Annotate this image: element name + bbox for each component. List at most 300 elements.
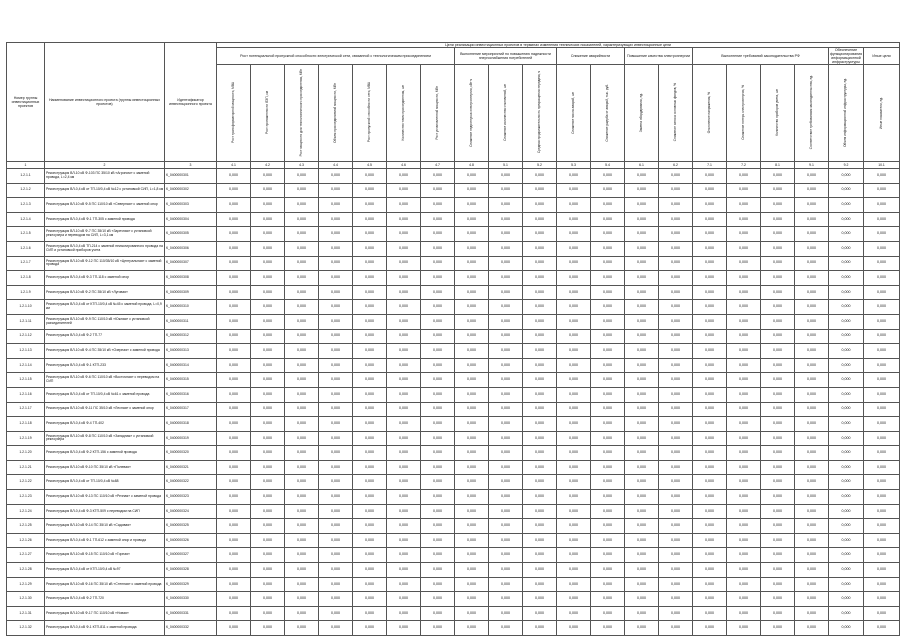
row-value-cell: 0,000	[251, 460, 285, 475]
row-value-cell: 0,000	[591, 227, 625, 242]
row-value-cell: 0,000	[761, 519, 795, 534]
row-value-cell: 0,000	[251, 519, 285, 534]
row-project-name: Реконструкция ВЛ-10 кВ Ф-4 ПС 35/10 кВ «Озерная» с заменой провода	[45, 344, 165, 359]
row-value-cell: 0,000	[864, 285, 900, 300]
row-value-cell: 0,000	[795, 417, 829, 432]
row-value-cell: 0,000	[625, 417, 659, 432]
row-value-cell: 0,000	[285, 431, 319, 446]
row-value-cell: 0,000	[557, 446, 591, 461]
row-value-cell: 0,000	[761, 271, 795, 286]
table-row	[7, 606, 900, 621]
row-value-cell: 0,000	[693, 504, 727, 519]
row-value-cell: 0,000	[455, 417, 489, 432]
header-group-accidents: Снижение аварийности	[557, 48, 625, 65]
row-value-cell: 0,000	[659, 548, 693, 563]
row-value-cell: 0,000	[353, 271, 387, 286]
row-value-cell: 0,000	[557, 402, 591, 417]
row-group-number: 1.2.1.12	[7, 329, 45, 344]
row-project-name: Реконструкция ВЛ-0,4 кВ от КТП-10/0,4 кВ №97	[45, 563, 165, 578]
row-value-cell: 0,000	[217, 519, 251, 534]
header-indicator	[489, 65, 523, 162]
row-value-cell: 0,000	[523, 490, 557, 505]
header-indicator	[625, 65, 659, 162]
row-value-cell: 0,000	[217, 344, 251, 359]
header-indicator-label: Снижение потерь электроэнергии, %	[740, 85, 745, 140]
row-value-cell: 0,000	[285, 606, 319, 621]
row-project-id: К_0400000303	[165, 198, 217, 213]
report-table-sheet	[6, 42, 899, 636]
row-group-number: 1.2.1.27	[7, 548, 45, 563]
row-project-id: К_0400000332	[165, 621, 217, 636]
row-value-cell: 0,000	[795, 563, 829, 578]
row-value-cell: 0,000	[557, 606, 591, 621]
row-value-cell: 0,000	[523, 402, 557, 417]
row-value-cell: 0,000	[625, 431, 659, 446]
row-value-cell: 0,000	[523, 519, 557, 534]
row-value-cell: 0,000	[761, 533, 795, 548]
row-project-id: К_0400000304	[165, 212, 217, 227]
row-value-cell: 0,000	[693, 329, 727, 344]
row-value-cell: 0,000	[285, 183, 319, 198]
row-value-cell: 0,000	[761, 563, 795, 578]
row-value-cell: 0,000	[795, 446, 829, 461]
row-value-cell: 0,000	[217, 285, 251, 300]
header-indicator	[285, 65, 319, 162]
row-value-cell: 0,000	[727, 227, 761, 242]
column-index: 4.6	[387, 162, 421, 169]
row-value-cell: 0,000	[217, 606, 251, 621]
row-value-cell: 0,000	[319, 373, 353, 388]
header-indicator-label: Отклонение напряжения, %	[706, 91, 711, 134]
column-index: 4.8	[455, 162, 489, 169]
row-value-cell: 0,000	[625, 475, 659, 490]
row-value-cell: 0,000	[625, 563, 659, 578]
row-project-id: К_0400000326	[165, 533, 217, 548]
row-project-name: Реконструкция ВЛ-0,4 кВ Ф-3 КТП-509 с переводом на СИП	[45, 504, 165, 519]
row-value-cell: 0,000	[761, 227, 795, 242]
row-value-cell: 0,000	[421, 417, 455, 432]
row-value-cell: 0,000	[693, 271, 727, 286]
row-value-cell: 0,000	[523, 548, 557, 563]
row-group-number: 1.2.1.7	[7, 256, 45, 271]
row-value-cell: 0,000	[864, 475, 900, 490]
row-project-id: К_0400000309	[165, 285, 217, 300]
header-group-reliability: Выполнение мероприятий по повышению надежности энергоснабжения потребителей	[455, 48, 557, 65]
row-value-cell: 0,000	[319, 169, 353, 184]
row-value-cell: 0,000	[557, 592, 591, 607]
row-value-cell: 0,000	[421, 314, 455, 329]
row-value-cell: 0,000	[693, 577, 727, 592]
row-group-number: 1.2.1.11	[7, 314, 45, 329]
row-value-cell: 0,000	[455, 621, 489, 636]
row-value-cell: 0,000	[727, 285, 761, 300]
row-value-cell: 0,000	[489, 183, 523, 198]
row-value-cell: 0,000	[591, 402, 625, 417]
row-group-number: 1.2.1.21	[7, 460, 45, 475]
row-value-cell: 0,000	[523, 169, 557, 184]
row-value-cell: 0,000	[217, 490, 251, 505]
row-group-number: 1.2.1.17	[7, 402, 45, 417]
row-value-cell: 0,000	[421, 460, 455, 475]
row-value-cell: 0,000	[625, 606, 659, 621]
row-value-cell: 0,000	[251, 592, 285, 607]
row-value-cell: 0,000	[761, 358, 795, 373]
row-value-cell: 0,000	[217, 329, 251, 344]
row-value-cell: 0,000	[421, 183, 455, 198]
row-value-cell: 0,000	[455, 271, 489, 286]
row-value-cell: 0,000	[455, 344, 489, 359]
header-indicator	[761, 65, 795, 162]
row-value-cell: 0,000	[251, 548, 285, 563]
row-value-cell: 0,000	[761, 475, 795, 490]
row-value-cell: 0,000	[727, 592, 761, 607]
row-value-cell: 0,000	[523, 475, 557, 490]
header-group-other: Иные цели	[864, 48, 900, 65]
row-value-cell: 0,000	[217, 563, 251, 578]
row-value-cell: 0,000	[285, 198, 319, 213]
column-index: 9.1	[795, 162, 829, 169]
row-project-name: Реконструкция ВЛ-0,4 кВ от ТП-10/0,4 кВ №88	[45, 475, 165, 490]
row-value-cell: 0,000	[421, 563, 455, 578]
row-value-cell: 0,000	[727, 373, 761, 388]
row-value-cell: 0,000	[659, 300, 693, 315]
row-value-cell: 0,000	[829, 592, 864, 607]
row-value-cell: 0,000	[251, 212, 285, 227]
column-index: 7.1	[693, 162, 727, 169]
row-value-cell: 0,000	[761, 577, 795, 592]
row-value-cell: 0,000	[727, 314, 761, 329]
table-row	[7, 271, 900, 286]
row-project-id: К_0400000312	[165, 329, 217, 344]
row-value-cell: 0,000	[625, 300, 659, 315]
row-group-number: 1.2.1.18	[7, 417, 45, 432]
row-value-cell: 0,000	[557, 563, 591, 578]
column-index: 2	[45, 162, 165, 169]
header-indicator-label: Снижение износа основных фондов, %	[672, 83, 677, 142]
row-group-number: 1.2.1.19	[7, 431, 45, 446]
row-project-id: К_0400000324	[165, 504, 217, 519]
row-value-cell: 0,000	[727, 606, 761, 621]
row-value-cell: 0,000	[421, 373, 455, 388]
table-row	[7, 504, 900, 519]
row-value-cell: 0,000	[489, 169, 523, 184]
column-index: 8.1	[761, 162, 795, 169]
row-value-cell: 0,000	[727, 577, 761, 592]
row-value-cell: 0,000	[761, 402, 795, 417]
header-group-capacity: Рост потенциальной пропускной способности электрической сети, связанной с технологическим присоединением	[217, 48, 455, 65]
row-project-name: Реконструкция ВЛ-0,4 кВ Ф-1 ТП-305 с заменой провода	[45, 212, 165, 227]
row-value-cell: 0,000	[523, 227, 557, 242]
row-project-id: К_0400000328	[165, 563, 217, 578]
row-value-cell: 0,000	[557, 577, 591, 592]
row-value-cell: 0,000	[864, 329, 900, 344]
row-value-cell: 0,000	[795, 285, 829, 300]
row-value-cell: 0,000	[693, 256, 727, 271]
row-value-cell: 0,000	[829, 577, 864, 592]
row-value-cell: 0,000	[455, 387, 489, 402]
row-value-cell: 0,000	[285, 592, 319, 607]
row-value-cell: 0,000	[523, 621, 557, 636]
row-value-cell: 0,000	[693, 592, 727, 607]
row-value-cell: 0,000	[421, 533, 455, 548]
row-value-cell: 0,000	[795, 533, 829, 548]
row-project-name: Реконструкция ВЛ-10 кВ Ф-14 ПС 35/10 кВ «Садовая»	[45, 519, 165, 534]
row-value-cell: 0,000	[864, 519, 900, 534]
row-value-cell: 0,000	[829, 563, 864, 578]
row-value-cell: 0,000	[251, 504, 285, 519]
row-value-cell: 0,000	[523, 344, 557, 359]
column-index: 9.2	[829, 162, 864, 169]
row-project-id: К_0400000317	[165, 402, 217, 417]
row-value-cell: 0,000	[251, 358, 285, 373]
row-value-cell: 0,000	[251, 577, 285, 592]
row-group-number: 1.2.1.8	[7, 271, 45, 286]
row-value-cell: 0,000	[625, 446, 659, 461]
row-value-cell: 0,000	[319, 417, 353, 432]
row-value-cell: 0,000	[761, 417, 795, 432]
row-value-cell: 0,000	[625, 314, 659, 329]
row-value-cell: 0,000	[353, 402, 387, 417]
row-group-number: 1.2.1.13	[7, 344, 45, 359]
row-value-cell: 0,000	[625, 504, 659, 519]
table-row	[7, 490, 900, 505]
row-value-cell: 0,000	[285, 533, 319, 548]
column-index: 4.2	[251, 162, 285, 169]
row-value-cell: 0,000	[829, 417, 864, 432]
table-row	[7, 300, 900, 315]
row-value-cell: 0,000	[319, 431, 353, 446]
row-value-cell: 0,000	[864, 256, 900, 271]
row-project-id: К_0400000311	[165, 314, 217, 329]
row-value-cell: 0,000	[795, 621, 829, 636]
row-value-cell: 0,000	[795, 241, 829, 256]
row-value-cell: 0,000	[285, 271, 319, 286]
row-value-cell: 0,000	[829, 373, 864, 388]
row-value-cell: 0,000	[591, 504, 625, 519]
row-value-cell: 0,000	[727, 256, 761, 271]
row-value-cell: 0,000	[387, 621, 421, 636]
row-value-cell: 0,000	[217, 504, 251, 519]
row-value-cell: 0,000	[319, 548, 353, 563]
row-value-cell: 0,000	[659, 241, 693, 256]
row-value-cell: 0,000	[353, 183, 387, 198]
row-value-cell: 0,000	[727, 490, 761, 505]
row-value-cell: 0,000	[591, 285, 625, 300]
row-value-cell: 0,000	[353, 504, 387, 519]
row-value-cell: 0,000	[217, 387, 251, 402]
row-value-cell: 0,000	[387, 198, 421, 213]
row-group-number: 1.2.1.9	[7, 285, 45, 300]
row-value-cell: 0,000	[353, 446, 387, 461]
row-value-cell: 0,000	[829, 314, 864, 329]
row-value-cell: 0,000	[455, 198, 489, 213]
row-value-cell: 0,000	[455, 285, 489, 300]
row-value-cell: 0,000	[625, 373, 659, 388]
row-value-cell: 0,000	[387, 519, 421, 534]
row-value-cell: 0,000	[864, 606, 900, 621]
row-value-cell: 0,000	[353, 548, 387, 563]
row-value-cell: 0,000	[829, 256, 864, 271]
row-value-cell: 0,000	[727, 460, 761, 475]
row-value-cell: 0,000	[353, 329, 387, 344]
row-value-cell: 0,000	[523, 387, 557, 402]
row-value-cell: 0,000	[217, 212, 251, 227]
row-value-cell: 0,000	[387, 387, 421, 402]
row-value-cell: 0,000	[217, 475, 251, 490]
row-value-cell: 0,000	[795, 271, 829, 286]
row-value-cell: 0,000	[319, 592, 353, 607]
row-value-cell: 0,000	[693, 212, 727, 227]
row-group-number: 1.2.1.10	[7, 300, 45, 315]
row-project-id: К_0400000308	[165, 271, 217, 286]
row-value-cell: 0,000	[795, 314, 829, 329]
row-value-cell: 0,000	[659, 183, 693, 198]
row-value-cell: 0,000	[285, 169, 319, 184]
row-value-cell: 0,000	[319, 314, 353, 329]
row-value-cell: 0,000	[285, 490, 319, 505]
row-value-cell: 0,000	[727, 446, 761, 461]
row-value-cell: 0,000	[761, 592, 795, 607]
row-value-cell: 0,000	[353, 417, 387, 432]
row-value-cell: 0,000	[489, 300, 523, 315]
row-value-cell: 0,000	[489, 592, 523, 607]
row-value-cell: 0,000	[829, 285, 864, 300]
row-value-cell: 0,000	[557, 519, 591, 534]
row-value-cell: 0,000	[591, 490, 625, 505]
row-value-cell: 0,000	[421, 475, 455, 490]
row-value-cell: 0,000	[659, 344, 693, 359]
row-project-name: Реконструкция ВЛ-0,4 кВ Ф-1 ТП-612 с заменой опор и провода	[45, 533, 165, 548]
row-value-cell: 0,000	[625, 227, 659, 242]
column-index: 4.5	[353, 162, 387, 169]
row-value-cell: 0,000	[285, 227, 319, 242]
row-value-cell: 0,000	[693, 490, 727, 505]
row-value-cell: 0,000	[864, 300, 900, 315]
row-value-cell: 0,000	[251, 271, 285, 286]
row-project-name: Реконструкция ВЛ-0,4 кВ от ТП-10/0,4 кВ №61 с заменой провода	[45, 387, 165, 402]
row-value-cell: 0,000	[523, 241, 557, 256]
row-value-cell: 0,000	[387, 533, 421, 548]
row-value-cell: 0,000	[217, 592, 251, 607]
row-value-cell: 0,000	[625, 548, 659, 563]
row-value-cell: 0,000	[353, 533, 387, 548]
row-group-number: 1.2.1.29	[7, 577, 45, 592]
row-value-cell: 0,000	[319, 387, 353, 402]
column-index: 4.4	[319, 162, 353, 169]
row-value-cell: 0,000	[693, 169, 727, 184]
row-value-cell: 0,000	[693, 373, 727, 388]
row-value-cell: 0,000	[625, 329, 659, 344]
row-value-cell: 0,000	[591, 314, 625, 329]
row-value-cell: 0,000	[761, 504, 795, 519]
column-index: 5.2	[523, 162, 557, 169]
row-value-cell: 0,000	[285, 300, 319, 315]
row-value-cell: 0,000	[353, 606, 387, 621]
row-value-cell: 0,000	[353, 373, 387, 388]
row-value-cell: 0,000	[727, 169, 761, 184]
row-value-cell: 0,000	[251, 169, 285, 184]
row-value-cell: 0,000	[659, 533, 693, 548]
header-indicator	[251, 65, 285, 162]
row-value-cell: 0,000	[829, 241, 864, 256]
row-value-cell: 0,000	[659, 358, 693, 373]
row-value-cell: 0,000	[829, 344, 864, 359]
row-value-cell: 0,000	[659, 431, 693, 446]
row-value-cell: 0,000	[285, 373, 319, 388]
row-value-cell: 0,000	[319, 533, 353, 548]
row-value-cell: 0,000	[693, 417, 727, 432]
row-value-cell: 0,000	[591, 533, 625, 548]
row-value-cell: 0,000	[625, 358, 659, 373]
row-value-cell: 0,000	[523, 504, 557, 519]
row-value-cell: 0,000	[591, 169, 625, 184]
row-value-cell: 0,000	[421, 285, 455, 300]
row-value-cell: 0,000	[761, 300, 795, 315]
row-value-cell: 0,000	[523, 198, 557, 213]
row-value-cell: 0,000	[659, 271, 693, 286]
row-value-cell: 0,000	[421, 548, 455, 563]
row-value-cell: 0,000	[455, 519, 489, 534]
table-row	[7, 577, 900, 592]
row-value-cell: 0,000	[864, 169, 900, 184]
header-indicator	[727, 65, 761, 162]
row-value-cell: 0,000	[625, 256, 659, 271]
row-value-cell: 0,000	[387, 606, 421, 621]
row-value-cell: 0,000	[217, 271, 251, 286]
row-value-cell: 0,000	[557, 256, 591, 271]
row-value-cell: 0,000	[387, 241, 421, 256]
row-group-number: 1.2.1.24	[7, 504, 45, 519]
header-group-quality: Повышение качества электроэнергии	[625, 48, 693, 65]
row-value-cell: 0,000	[864, 402, 900, 417]
row-value-cell: 0,000	[251, 606, 285, 621]
row-value-cell: 0,000	[489, 358, 523, 373]
row-value-cell: 0,000	[864, 621, 900, 636]
row-value-cell: 0,000	[285, 241, 319, 256]
row-value-cell: 0,000	[319, 358, 353, 373]
row-value-cell: 0,000	[489, 621, 523, 636]
row-value-cell: 0,000	[421, 577, 455, 592]
row-value-cell: 0,000	[557, 387, 591, 402]
row-value-cell: 0,000	[217, 460, 251, 475]
row-value-cell: 0,000	[523, 373, 557, 388]
row-project-name: Реконструкция ВЛ-10 кВ Ф-2 ПС 35/10 кВ «Луговая»	[45, 285, 165, 300]
row-value-cell: 0,000	[489, 563, 523, 578]
row-value-cell: 0,000	[353, 314, 387, 329]
row-value-cell: 0,000	[591, 344, 625, 359]
row-value-cell: 0,000	[829, 212, 864, 227]
row-value-cell: 0,000	[455, 592, 489, 607]
row-value-cell: 0,000	[795, 431, 829, 446]
investment-goals-table	[6, 42, 900, 636]
row-value-cell: 0,000	[864, 314, 900, 329]
row-value-cell: 0,000	[659, 402, 693, 417]
row-value-cell: 0,000	[489, 431, 523, 446]
row-value-cell: 0,000	[693, 563, 727, 578]
column-index: 5.3	[557, 162, 591, 169]
row-project-name: Реконструкция ВЛ-0,4 кВ от КТП-10/0,4 кВ №45 с заменой провода, L=0,9 км	[45, 300, 165, 315]
table-header	[7, 43, 900, 169]
row-value-cell: 0,000	[795, 402, 829, 417]
table-row	[7, 431, 900, 446]
row-value-cell: 0,000	[625, 285, 659, 300]
row-value-cell: 0,000	[727, 402, 761, 417]
row-value-cell: 0,000	[761, 490, 795, 505]
row-group-number: 1.2.1.28	[7, 563, 45, 578]
row-value-cell: 0,000	[864, 212, 900, 227]
row-project-id: К_0400000331	[165, 606, 217, 621]
row-value-cell: 0,000	[217, 241, 251, 256]
